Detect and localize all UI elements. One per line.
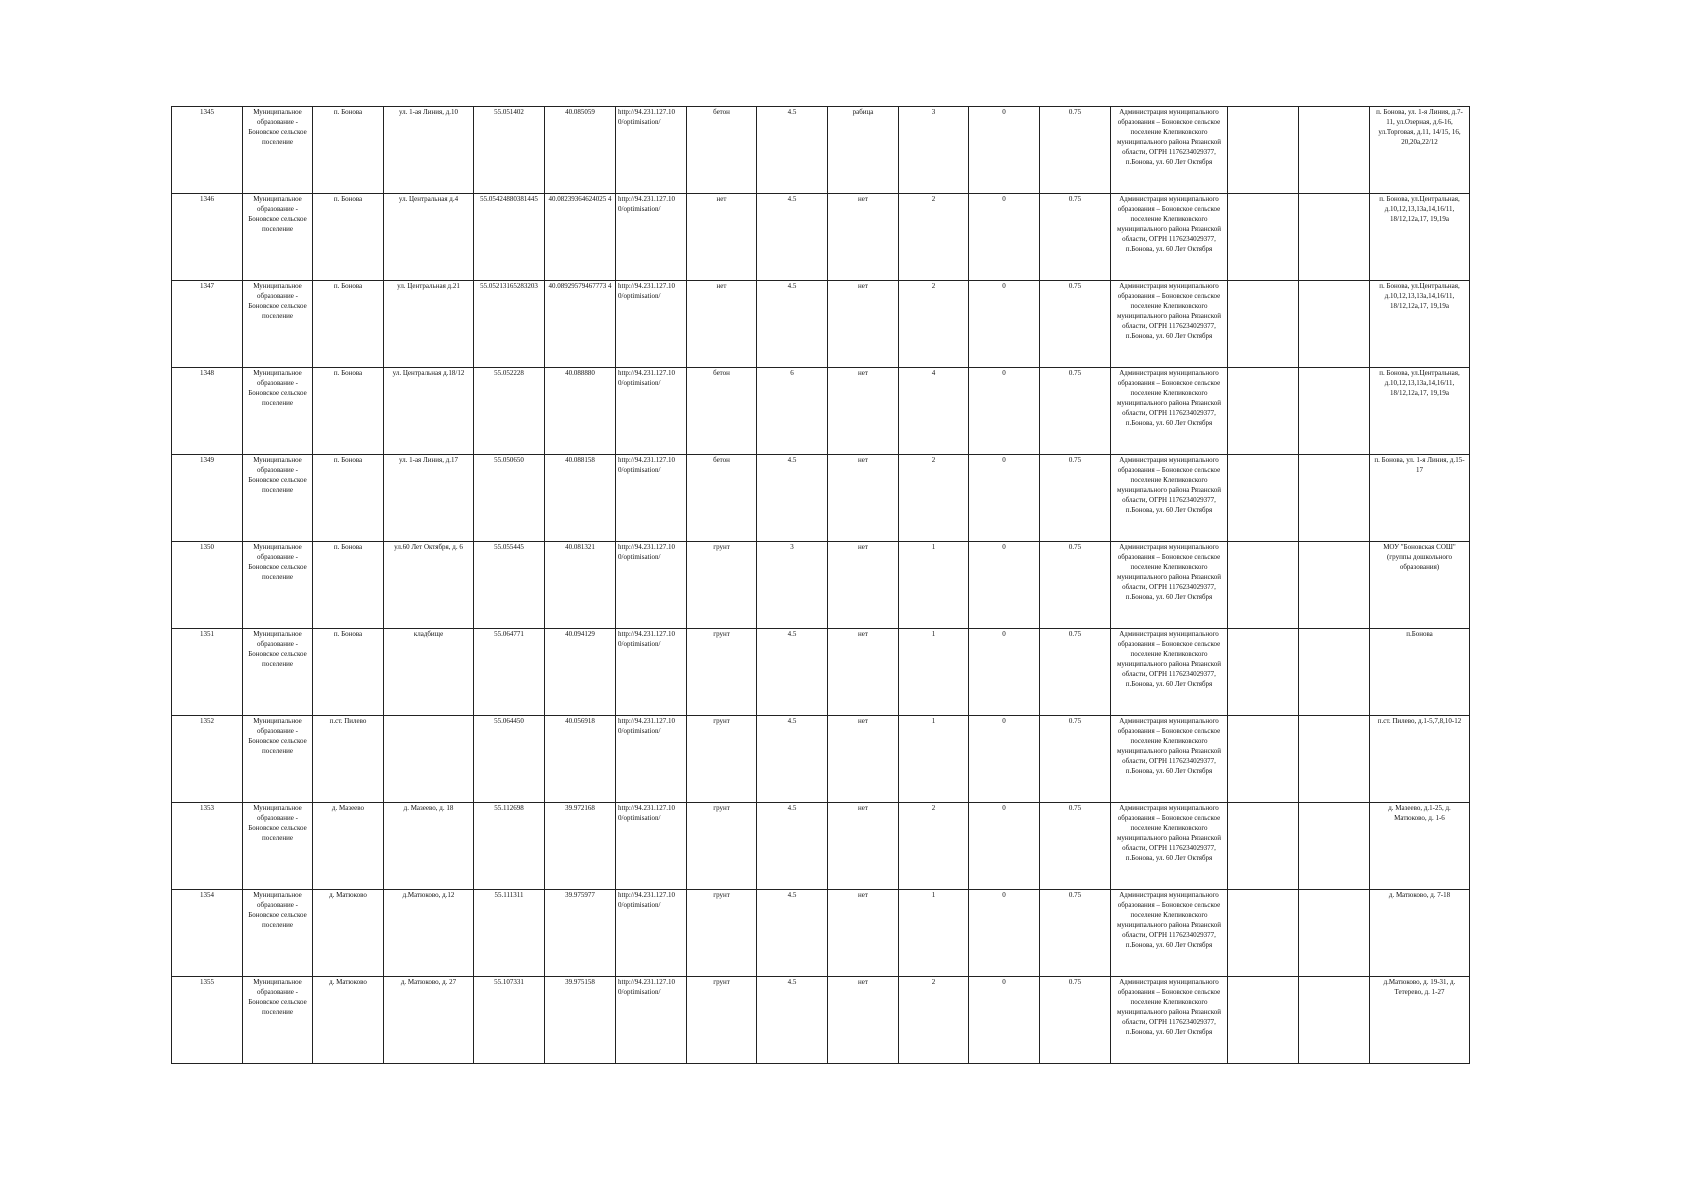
map-link-cell: http://94.231.127.10 0/optimisation/: [616, 368, 687, 455]
empty-cell: [1228, 890, 1299, 977]
waste-source-cell: п. Бонова, ул. 1-я Линия, д.7-11, ул.Озерная, д.6-16, ул.Торговая, д.11, 14/15, 16, 20,20а,22/12: [1370, 107, 1470, 194]
planned-count-cell: 0: [969, 455, 1040, 542]
municipality-cell: Муниципальное образование - Боновское сельское поселение: [243, 281, 313, 368]
row-number: 1348: [172, 368, 243, 455]
planned-count-cell: 0: [969, 977, 1040, 1064]
planned-count-cell: 0: [969, 803, 1040, 890]
waste-source-cell: д. Матюково, д. 7-18: [1370, 890, 1470, 977]
row-number: 1347: [172, 281, 243, 368]
area-cell: 4.5: [757, 803, 828, 890]
surface-cell: грунт: [687, 803, 757, 890]
longitude-cell: 40.081321: [545, 542, 616, 629]
area-cell: 4.5: [757, 107, 828, 194]
municipality-cell: Муниципальное образование - Боновское сельское поселение: [243, 542, 313, 629]
address-cell: кладбище: [384, 629, 474, 716]
surface-cell: грунт: [687, 977, 757, 1064]
fence-cell: нет: [828, 455, 899, 542]
owner-cell: Администрация муниципального образования – Боновское сельское поселение Клепиковского муниципального района Рязанской области, ОГРН 1176234029377, п.Бонова, ул. 60 Лет Октября: [1111, 716, 1228, 803]
owner-cell: Администрация муниципального образования – Боновское сельское поселение Клепиковского муниципального района Рязанской области, ОГРН 1176234029377, п.Бонова, ул. 60 Лет Октября: [1111, 629, 1228, 716]
longitude-cell: 39.972168: [545, 803, 616, 890]
longitude-cell: 39.975158: [545, 977, 616, 1064]
map-link-cell: http://94.231.127.10 0/optimisation/: [616, 629, 687, 716]
surface-cell: грунт: [687, 542, 757, 629]
planned-count-cell: 0: [969, 281, 1040, 368]
municipality-cell: Муниципальное образование - Боновское сельское поселение: [243, 803, 313, 890]
empty-cell: [1299, 194, 1370, 281]
container-count-cell: 2: [899, 194, 969, 281]
latitude-cell: 55.111311: [474, 890, 545, 977]
empty-cell: [1299, 542, 1370, 629]
owner-cell: Администрация муниципального образования – Боновское сельское поселение Клепиковского муниципального района Рязанской области, ОГРН 1176234029377, п.Бонова, ул. 60 Лет Октября: [1111, 890, 1228, 977]
map-link-cell: http://94.231.127.10 0/optimisation/: [616, 890, 687, 977]
planned-count-cell: 0: [969, 542, 1040, 629]
table-row: [172, 194, 1470, 281]
settlement-cell: д. Матюково: [313, 977, 384, 1064]
capacity-cell: 0.75: [1040, 803, 1111, 890]
empty-cell: [1228, 977, 1299, 1064]
table-row: [172, 629, 1470, 716]
longitude-cell: 40.094129: [545, 629, 616, 716]
map-link-cell: http://94.231.127.10 0/optimisation/: [616, 281, 687, 368]
capacity-cell: 0.75: [1040, 716, 1111, 803]
address-cell: ул.60 Лет Октября, д. 6: [384, 542, 474, 629]
settlement-cell: д. Матюково: [313, 890, 384, 977]
planned-count-cell: 0: [969, 716, 1040, 803]
surface-cell: бетон: [687, 107, 757, 194]
municipality-cell: Муниципальное образование - Боновское сельское поселение: [243, 629, 313, 716]
empty-cell: [1299, 107, 1370, 194]
area-cell: 4.5: [757, 629, 828, 716]
empty-cell: [1228, 281, 1299, 368]
capacity-cell: 0.75: [1040, 890, 1111, 977]
owner-cell: Администрация муниципального образования – Боновское сельское поселение Клепиковского муниципального района Рязанской области, ОГРН 1176234029377, п.Бонова, ул. 60 Лет Октября: [1111, 977, 1228, 1064]
container-count-cell: 1: [899, 716, 969, 803]
table-row: [172, 716, 1470, 803]
empty-cell: [1299, 716, 1370, 803]
fence-cell: нет: [828, 803, 899, 890]
owner-cell: Администрация муниципального образования – Боновское сельское поселение Клепиковского муниципального района Рязанской области, ОГРН 1176234029377, п.Бонова, ул. 60 Лет Октября: [1111, 281, 1228, 368]
area-cell: 3: [757, 542, 828, 629]
capacity-cell: 0.75: [1040, 455, 1111, 542]
latitude-cell: 55.051402: [474, 107, 545, 194]
table-row: [172, 977, 1470, 1064]
capacity-cell: 0.75: [1040, 368, 1111, 455]
waste-source-cell: МОУ "Боновская СОШ" (группы дошкольного образования): [1370, 542, 1470, 629]
address-cell: ул. 1-ая Линия, д.10: [384, 107, 474, 194]
capacity-cell: 0.75: [1040, 629, 1111, 716]
latitude-cell: 55.05424880381445: [474, 194, 545, 281]
fence-cell: рабица: [828, 107, 899, 194]
empty-cell: [1299, 368, 1370, 455]
container-sites-table: [171, 106, 1470, 1064]
longitude-cell: 39.975977: [545, 890, 616, 977]
planned-count-cell: 0: [969, 368, 1040, 455]
table-row: [172, 542, 1470, 629]
table-row: [172, 368, 1470, 455]
area-cell: 6: [757, 368, 828, 455]
address-cell: ул. Центральная д.4: [384, 194, 474, 281]
row-number: 1345: [172, 107, 243, 194]
latitude-cell: 55.050650: [474, 455, 545, 542]
capacity-cell: 0.75: [1040, 281, 1111, 368]
planned-count-cell: 0: [969, 107, 1040, 194]
settlement-cell: п.ст. Пилево: [313, 716, 384, 803]
fence-cell: нет: [828, 542, 899, 629]
empty-cell: [1228, 716, 1299, 803]
owner-cell: Администрация муниципального образования – Боновское сельское поселение Клепиковского муниципального района Рязанской области, ОГРН 1176234029377, п.Бонова, ул. 60 Лет Октября: [1111, 107, 1228, 194]
municipality-cell: Муниципальное образование - Боновское сельское поселение: [243, 716, 313, 803]
table-row: [172, 107, 1470, 194]
owner-cell: Администрация муниципального образования – Боновское сельское поселение Клепиковского муниципального района Рязанской области, ОГРН 1176234029377, п.Бонова, ул. 60 Лет Октября: [1111, 368, 1228, 455]
longitude-cell: 40.056918: [545, 716, 616, 803]
capacity-cell: 0.75: [1040, 107, 1111, 194]
area-cell: 4.5: [757, 455, 828, 542]
table-body: [172, 107, 1470, 1064]
map-link-cell: http://94.231.127.10 0/optimisation/: [616, 977, 687, 1064]
container-count-cell: 1: [899, 542, 969, 629]
capacity-cell: 0.75: [1040, 977, 1111, 1064]
municipality-cell: Муниципальное образование - Боновское сельское поселение: [243, 368, 313, 455]
area-cell: 4.5: [757, 890, 828, 977]
container-count-cell: 4: [899, 368, 969, 455]
row-number: 1351: [172, 629, 243, 716]
map-link-cell: http://94.231.127.10 0/optimisation/: [616, 107, 687, 194]
empty-cell: [1299, 977, 1370, 1064]
municipality-cell: Муниципальное образование - Боновское сельское поселение: [243, 890, 313, 977]
row-number: 1352: [172, 716, 243, 803]
capacity-cell: 0.75: [1040, 542, 1111, 629]
fence-cell: нет: [828, 716, 899, 803]
address-cell: д.Матюково, д.12: [384, 890, 474, 977]
table-row: [172, 281, 1470, 368]
map-link-cell: http://94.231.127.10 0/optimisation/: [616, 455, 687, 542]
waste-source-cell: п. Бонова, ул. 1-я Линия, д.15-17: [1370, 455, 1470, 542]
empty-cell: [1228, 629, 1299, 716]
longitude-cell: 40.085059: [545, 107, 616, 194]
row-number: 1355: [172, 977, 243, 1064]
row-number: 1350: [172, 542, 243, 629]
address-cell: ул. Центральная д.21: [384, 281, 474, 368]
empty-cell: [1299, 803, 1370, 890]
surface-cell: грунт: [687, 716, 757, 803]
latitude-cell: 55.107331: [474, 977, 545, 1064]
row-number: 1353: [172, 803, 243, 890]
fence-cell: нет: [828, 281, 899, 368]
surface-cell: нет: [687, 194, 757, 281]
map-link-cell: http://94.231.127.10 0/optimisation/: [616, 194, 687, 281]
owner-cell: Администрация муниципального образования – Боновское сельское поселение Клепиковского муниципального района Рязанской области, ОГРН 1176234029377, п.Бонова, ул. 60 Лет Октября: [1111, 455, 1228, 542]
owner-cell: Администрация муниципального образования – Боновское сельское поселение Клепиковского муниципального района Рязанской области, ОГРН 1176234029377, п.Бонова, ул. 60 Лет Октября: [1111, 194, 1228, 281]
latitude-cell: 55.052228: [474, 368, 545, 455]
container-count-cell: 1: [899, 890, 969, 977]
waste-source-cell: п.ст. Пилево, д.1-5,7,8,10-12: [1370, 716, 1470, 803]
owner-cell: Администрация муниципального образования – Боновское сельское поселение Клепиковского муниципального района Рязанской области, ОГРН 1176234029377, п.Бонова, ул. 60 Лет Октября: [1111, 542, 1228, 629]
empty-cell: [1299, 455, 1370, 542]
longitude-cell: 40.088158: [545, 455, 616, 542]
fence-cell: нет: [828, 368, 899, 455]
empty-cell: [1299, 281, 1370, 368]
settlement-cell: п. Бонова: [313, 194, 384, 281]
municipality-cell: Муниципальное образование - Боновское сельское поселение: [243, 107, 313, 194]
settlement-cell: п. Бонова: [313, 629, 384, 716]
fence-cell: нет: [828, 977, 899, 1064]
row-number: 1349: [172, 455, 243, 542]
empty-cell: [1228, 368, 1299, 455]
settlement-cell: п. Бонова: [313, 542, 384, 629]
empty-cell: [1228, 542, 1299, 629]
address-cell: д. Матюково, д. 27: [384, 977, 474, 1064]
planned-count-cell: 0: [969, 890, 1040, 977]
settlement-cell: п. Бонова: [313, 455, 384, 542]
map-link-cell: http://94.231.127.10 0/optimisation/: [616, 716, 687, 803]
latitude-cell: 55.064450: [474, 716, 545, 803]
surface-cell: грунт: [687, 890, 757, 977]
container-count-cell: 2: [899, 803, 969, 890]
area-cell: 4.5: [757, 977, 828, 1064]
waste-source-cell: п.Бонова: [1370, 629, 1470, 716]
surface-cell: бетон: [687, 455, 757, 542]
address-cell: д. Мазеево, д. 18: [384, 803, 474, 890]
container-count-cell: 3: [899, 107, 969, 194]
settlement-cell: п. Бонова: [313, 107, 384, 194]
planned-count-cell: 0: [969, 629, 1040, 716]
area-cell: 4.5: [757, 281, 828, 368]
municipality-cell: Муниципальное образование - Боновское сельское поселение: [243, 977, 313, 1064]
empty-cell: [1228, 455, 1299, 542]
registry-sheet: [171, 106, 1470, 1064]
container-count-cell: 2: [899, 455, 969, 542]
waste-source-cell: п. Бонова, ул.Центральная, д.10,12,13,13а,14,16/11, 18/12,12а,17, 19,19а: [1370, 281, 1470, 368]
container-count-cell: 2: [899, 281, 969, 368]
area-cell: 4.5: [757, 716, 828, 803]
latitude-cell: 55.064771: [474, 629, 545, 716]
planned-count-cell: 0: [969, 194, 1040, 281]
waste-source-cell: д.Матюково, д. 19-31, д. Тетерево, д. 1-27: [1370, 977, 1470, 1064]
waste-source-cell: п. Бонова, ул.Центральная, д.10,12,13,13а,14,16/11, 18/12,12а,17, 19,19а: [1370, 368, 1470, 455]
address-cell: [384, 716, 474, 803]
capacity-cell: 0.75: [1040, 194, 1111, 281]
latitude-cell: 55.055445: [474, 542, 545, 629]
municipality-cell: Муниципальное образование - Боновское сельское поселение: [243, 455, 313, 542]
table-row: [172, 890, 1470, 977]
container-count-cell: 2: [899, 977, 969, 1064]
row-number: 1354: [172, 890, 243, 977]
fence-cell: нет: [828, 629, 899, 716]
address-cell: ул. Центральная д.18/12: [384, 368, 474, 455]
settlement-cell: п. Бонова: [313, 368, 384, 455]
surface-cell: грунт: [687, 629, 757, 716]
surface-cell: нет: [687, 281, 757, 368]
address-cell: ул. 1-ая Линия, д.17: [384, 455, 474, 542]
owner-cell: Администрация муниципального образования – Боновское сельское поселение Клепиковского муниципального района Рязанской области, ОГРН 1176234029377, п.Бонова, ул. 60 Лет Октября: [1111, 803, 1228, 890]
table-row: [172, 455, 1470, 542]
area-cell: 4.5: [757, 194, 828, 281]
longitude-cell: 40.08239364624025 4: [545, 194, 616, 281]
longitude-cell: 40.08929579467773 4: [545, 281, 616, 368]
empty-cell: [1228, 194, 1299, 281]
settlement-cell: д. Мазеево: [313, 803, 384, 890]
map-link-cell: http://94.231.127.10 0/optimisation/: [616, 803, 687, 890]
settlement-cell: п. Бонова: [313, 281, 384, 368]
surface-cell: бетон: [687, 368, 757, 455]
empty-cell: [1299, 890, 1370, 977]
map-link-cell: http://94.231.127.10 0/optimisation/: [616, 542, 687, 629]
row-number: 1346: [172, 194, 243, 281]
municipality-cell: Муниципальное образование - Боновское сельское поселение: [243, 194, 313, 281]
empty-cell: [1299, 629, 1370, 716]
empty-cell: [1228, 107, 1299, 194]
container-count-cell: 1: [899, 629, 969, 716]
table-row: [172, 803, 1470, 890]
fence-cell: нет: [828, 194, 899, 281]
fence-cell: нет: [828, 890, 899, 977]
waste-source-cell: п. Бонова, ул.Центральная, д.10,12,13,13а,14,16/11, 18/12,12а,17, 19,19а: [1370, 194, 1470, 281]
empty-cell: [1228, 803, 1299, 890]
longitude-cell: 40.088880: [545, 368, 616, 455]
latitude-cell: 55.112698: [474, 803, 545, 890]
waste-source-cell: д. Мазеево, д.1-25, д. Матюково, д. 1-6: [1370, 803, 1470, 890]
latitude-cell: 55.05213165283203: [474, 281, 545, 368]
